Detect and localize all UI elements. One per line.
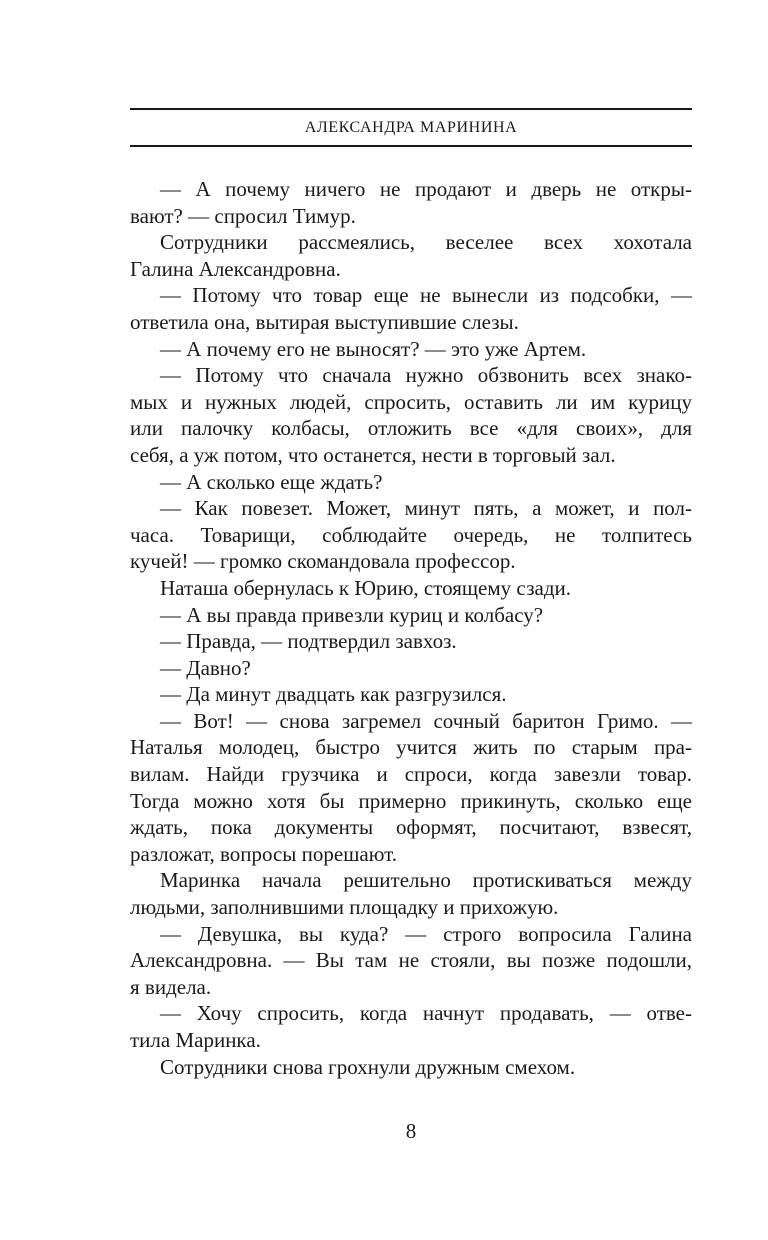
text-line: Наташа обернулась к Юрию, стоящему сзади.: [160, 575, 572, 600]
text-line: — Потому что товар еще не вынесли из подсобки, —: [160, 283, 692, 308]
text-line: вилам. Найди грузчика и спроси, когда завезли товар.: [130, 762, 692, 787]
text-line: себя, а уж потом, что останется, нести в торговый зал.: [130, 442, 616, 467]
header-bottom-rule: [130, 145, 692, 147]
header-top-rule: [130, 108, 692, 110]
text-line: — А почему его не выносят? — это уже Артем.: [160, 336, 587, 361]
running-header-author: АЛЕКСАНДРА МАРИНИНА: [304, 119, 518, 136]
text-line: тила Маринка.: [130, 1028, 261, 1052]
text-line: — Вот! — снова загремел сочный баритон Гримо. —: [160, 708, 692, 733]
text-line: людьми, заполнившими площадку и прихожую.: [130, 895, 559, 920]
text-line: Галина Александровна.: [130, 256, 341, 281]
text-line: — А вы правда привезли куриц и колбасу?: [160, 602, 544, 627]
text-line: Наталья молодец, быстро учится жить по старым пра-: [130, 735, 692, 760]
text-line: — Правда, — подтвердил завхоз.: [160, 629, 457, 654]
text-line: ждать, пока документы оформят, посчитают, взвесят,: [130, 815, 692, 840]
book-page: [130, 0, 692, 1240]
text-line: Сотрудники снова грохнули дружным смехом.: [160, 1054, 576, 1079]
page-number: 8: [405, 1119, 417, 1143]
text-line: Маринка начала решительно протискиваться между: [160, 868, 692, 893]
text-line: — Потому что сначала нужно обзвонить всех знако-: [160, 363, 692, 388]
text-line: Тогда можно хотя бы примерно прикинуть, сколько еще: [130, 788, 692, 813]
text-line: — Хочу спросить, когда начнут продавать, — отве-: [160, 1001, 692, 1026]
text-line: Александровна. — Вы там не стояли, вы позже подошли,: [130, 948, 692, 973]
text-line: вают? — спросил Тимур.: [130, 203, 356, 228]
text-line: — Давно?: [160, 655, 251, 680]
text-line: — А сколько еще ждать?: [160, 469, 383, 494]
text-line: — А почему ничего не продают и дверь не откры-: [160, 177, 692, 201]
text-line: я видела.: [130, 974, 212, 999]
text-line: Сотрудники рассмеялись, веселее всех хохотала: [160, 230, 692, 255]
text-line: — Как повезет. Может, минут пять, а может, и пол-: [160, 496, 692, 521]
text-line: кучей! — громко скомандовала профессор.: [130, 549, 516, 574]
text-line: разложат, вопросы порешают.: [130, 841, 397, 866]
text-line: ответила она, вытирая выступившие слезы.: [130, 309, 519, 334]
text-line: — Да минут двадцать как разгрузился.: [160, 682, 507, 707]
body-text: [130, 176, 692, 1080]
text-line: или палочку колбасы, отложить все «для своих», для: [130, 416, 692, 441]
text-line: часа. Товарищи, соблюдайте очередь, не толпитесь: [130, 522, 692, 547]
text-line: мых и нужных людей, спросить, оставить ли им курицу: [130, 389, 692, 414]
text-line: — Девушка, вы куда? — строго вопросила Галина: [160, 921, 692, 946]
